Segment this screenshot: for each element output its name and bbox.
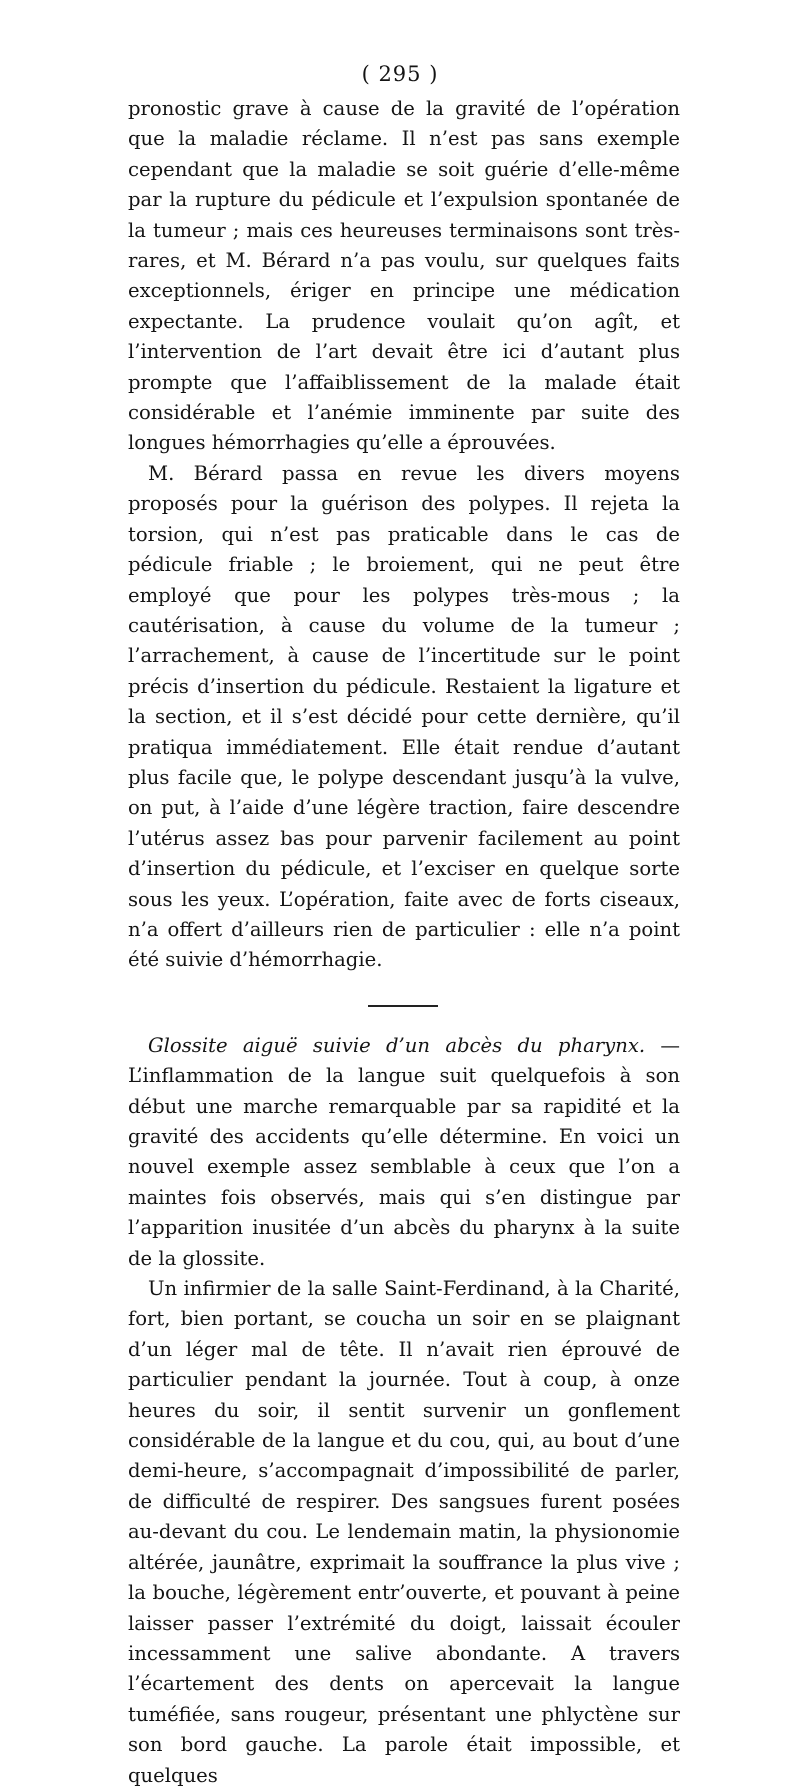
section-separator [128, 976, 680, 1031]
page-number: ( 295 ) [361, 62, 439, 86]
paragraph-glossite-intro [128, 1031, 680, 1274]
paragraph-continuation: pronostic grave à cause de la gravité de l’opération que la maladie réclame. Il n’est pas sans exemple cependant que la maladie se soit guérie d’elle-même par la rupture du pédicule et l’expulsion spontanée de la tumeur ; mais ces heureuses terminaisons sont très-rares, et M. Bérard n’a pas voulu, sur quelques faits exceptionnels, ériger en principe une médication expectante. La prudence voulait qu’on agît, et l’intervention de l’art devait être ici d’autant plus prompte que l’affaiblissement de la malade était considérable et l’anémie imminente par suite des longues hémorrhagies qu’elle a éprouvées. [128, 97, 680, 455]
separator-rule [368, 1005, 438, 1007]
text-column [128, 94, 680, 1791]
paragraph-glossite-intro-text: — L’inflammation de la langue suit quelquefois à son début une marche remarquable par sa rapidité et la gravité des accidents qu’elle détermine. En voici un nouvel exemple assez semblable à ceux que l’on a maintes fois observés, mais qui s’en distingue par l’apparition inusitée d’un abcès du pharynx à la suite de la glossite. [128, 1033, 680, 1270]
paragraph-case-description: Un infirmier de la salle Saint-Ferdinand, à la Charité, fort, bien portant, se coucha un soir en se plaignant d’un léger mal de tête. Il n’avait rien éprouvé de particulier pendant la journée. Tout à coup, à onze heures du soir, il sentit survenir un gonflement considérable de la langue et du cou, qui, au bout d’une demi-heure, s’accompagnait d’impossibilité de parler, de difficulté de respirer. Des sangsues furent posées au-devant du cou. Le lendemain matin, la physionomie altérée, jaunâtre, exprimait la souffrance la plus vive ; la bouche, légèrement entr’ouverte, et pouvant à peine laisser passer l’extrémité du doigt, laissait écouler incessamment une salive abondante. A travers l’écartement des dents on apercevait la langue tuméfiée, sans rougeur, présentant une phlyctène sur son bord gauche. La parole était impossible, et quelques [128, 1277, 680, 1787]
section-title: Glossite aiguë suivie d’un abcès du pharynx. [148, 1033, 646, 1057]
paragraph-berard-methods: M. Bérard passa en revue les divers moyens proposés pour la guérison des polypes. Il rejeta la torsion, qui n’est pas praticable dans le cas de pédicule friable ; le broiement, qui ne peut être employé que pour les polypes très-mous ; la cautérisation, à cause du volume de la tumeur ; l’arrachement, à cause de l’incertitude sur le point précis d’insertion du pédicule. Restaient la ligature et la section, et il s’est décidé pour cette dernière, qu’il pratiqua immédiatement. Elle était rendue d’autant plus facile que, le polype descendant jusqu’à la vulve, on put, à l’aide d’une légère traction, faire descendre l’utérus assez bas pour parvenir facilement au point d’insertion du pédicule, et l’exciser en quelque sorte sous les yeux. L’opération, faite avec de forts ciseaux, n’a offert d’ailleurs rien de particulier : elle n’a point été suivie d’hémorrhagie. [128, 461, 680, 972]
